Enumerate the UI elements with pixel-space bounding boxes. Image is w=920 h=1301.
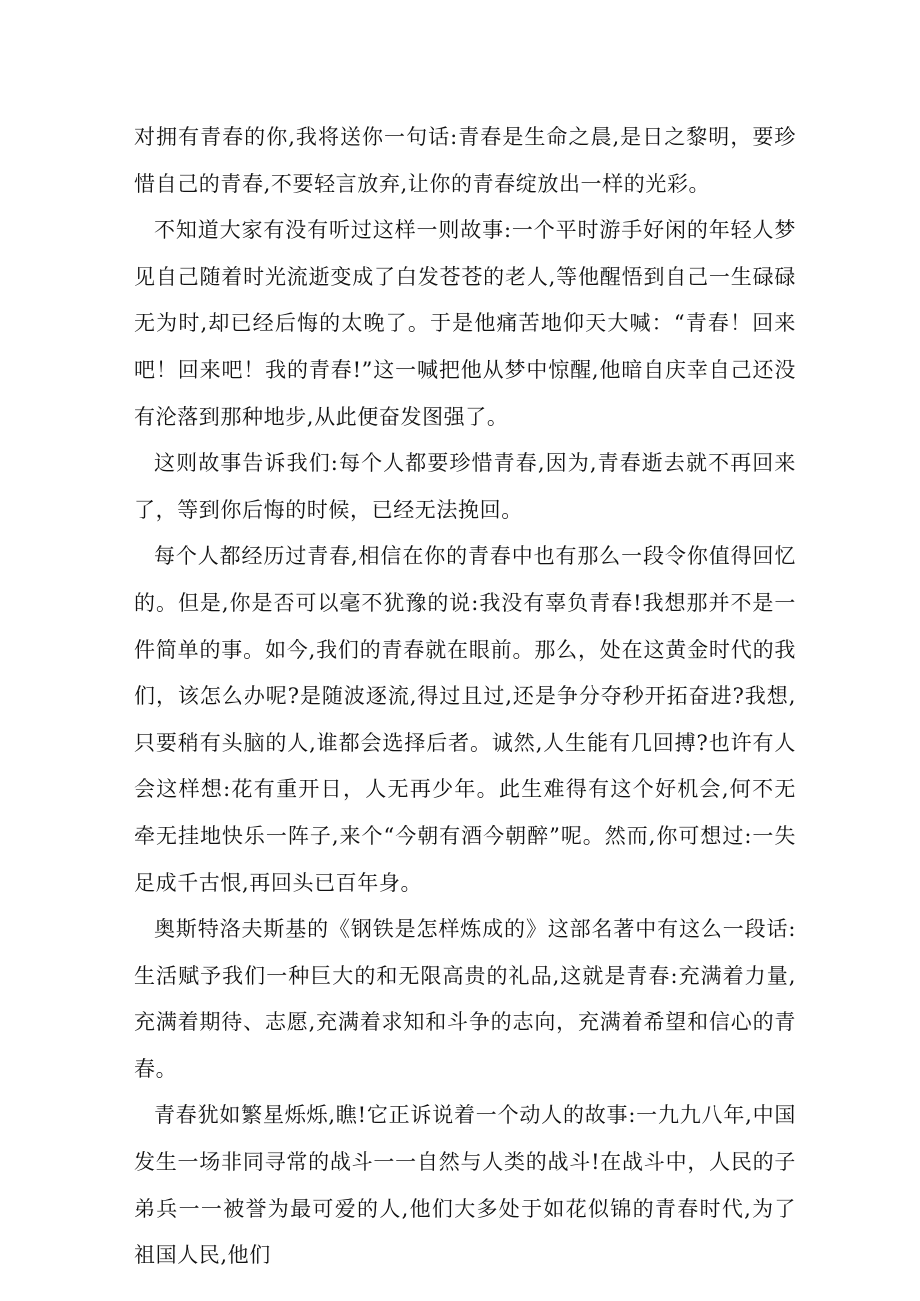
paragraph-4: 每个人都经历过青春,相信在你的青春中也有那么一段令你值得回忆的。但是,你是否可以毫不犹豫的说:我没有辜负青春!我想那并不是一件简单的事。如今,我们的青春就在眼前。那么，处在这黄金时代的我们，该怎么办呢?是随波逐流,得过且过,还是争分夺秒开拓奋进?我想,只要稍有头脑的人,谁都会选择后者。诚然,人生能有几回搏?也许有人会这样想:花有重开日，人无再少年。此生难得有这个好机会,何不无牵无挂地快乐一阵子,来个“今朝有酒今朝醉”呢。然而,你可想过:一失足成千古恨,再回头已百年身。 [134, 544, 796, 895]
paragraph-5: 奥斯特洛夫斯基的《钢铁是怎样炼成的》这部名著中有这么一段话:生活赋予我们一种巨大的和无限高贵的礼品,这就是青春:充满着力量,充满着期待、志愿,充满着求知和斗争的志向，充满着希望和信心的青春。 [134, 917, 796, 1081]
document-body [134, 114, 796, 1279]
paragraph-6: 青春犹如繁星烁烁,瞧!它正诉说着一个动人的故事:一九九八年,中国发生一场非同寻常的战斗一一自然与人类的战斗!在战斗中，人民的子弟兵一一被誉为最可爱的人,他们大多处于如花似锦的青春时代,为了祖国人民,他们 [134, 1103, 796, 1268]
paragraph-3: 这则故事告诉我们:每个人都要珍惜青春,因为,青春逝去就不再回来了，等到你后悔的时候，已经无法挽回。 [134, 451, 796, 522]
paragraph-2: 不知道大家有没有听过这样一则故事:一个平时游手好闲的年轻人梦见自己随着时光流逝变成了白发苍苍的老人,等他醒悟到自己一生碌碌无为时,却已经后悔的太晚了。于是他痛苦地仰天大喊：“青春！回来吧！回来吧！我的青春!”这一喊把他从梦中惊醒,他暗自庆幸自己还没有沦落到那种地步,从此便奋发图强了。 [134, 218, 796, 429]
paragraph-1: 对拥有青春的你,我将送你一句话:青春是生命之晨,是日之黎明，要珍惜自己的青春,不要轻言放弃,让你的青春绽放出一样的光彩。 [134, 125, 796, 196]
